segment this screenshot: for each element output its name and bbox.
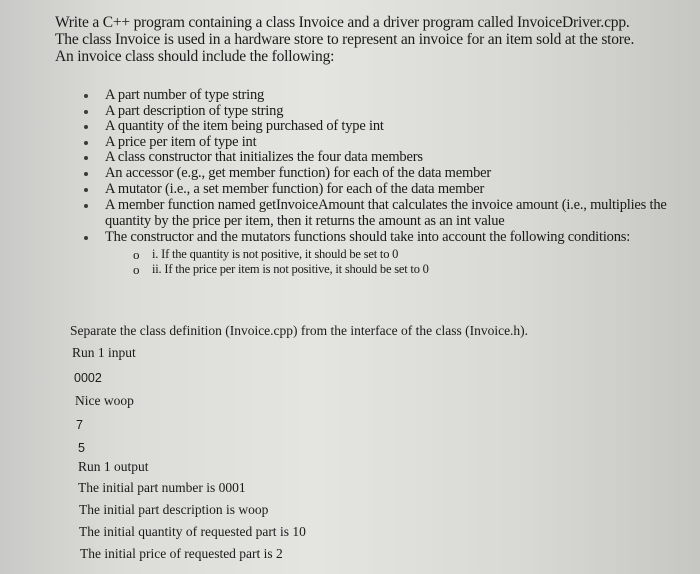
run1-output-line: The initial part number is 0001 — [78, 480, 246, 495]
run1-output-line: The initial quantity of requested part is 10 — [79, 524, 306, 539]
run1-output-line: The initial part description is woop — [79, 502, 269, 517]
assignment-intro — [55, 14, 685, 65]
requirement-item: A part description of type string — [84, 104, 684, 120]
conditions-list — [105, 247, 684, 277]
bullet-icon — [84, 110, 88, 114]
bullet-icon — [84, 125, 88, 129]
requirements-list — [84, 88, 684, 277]
run1-input-line: Nice woop — [75, 393, 134, 408]
requirement-item: A member function named getInvoiceAmount that calculates the invoice amount (i.e., multiplies the quantity by the price per item, then it returns the amount as an int value — [84, 198, 684, 229]
condition-item: o i. If the quantity is not positive, it should be set to 0 — [133, 246, 399, 262]
run1-output-line: The initial price of requested part is 2 — [80, 546, 283, 561]
intro-line: An invoice class should include the following: — [55, 48, 335, 65]
bullet-icon — [84, 94, 88, 98]
bullet-icon — [84, 236, 88, 240]
run1-input-line: 5 — [78, 441, 85, 455]
intro-line: Write a C++ program containing a class Invoice and a driver program called InvoiceDriver.cpp. — [55, 14, 630, 31]
run1-input-heading: Run 1 input — [72, 345, 136, 360]
run1-output-heading: Run 1 output — [78, 459, 149, 474]
bullet-icon — [84, 156, 88, 160]
bullet-icon — [84, 188, 88, 192]
intro-line: The class Invoice is used in a hardware store to represent an invoice for an item sold at the store. — [55, 31, 635, 48]
requirement-item: A mutator (i.e., a set member function) for each of the data member — [84, 182, 684, 198]
requirement-item: A part number of type string — [84, 88, 684, 104]
run1-input-line: 7 — [76, 418, 83, 432]
requirement-item: A price per item of type int — [84, 135, 684, 151]
requirement-item: A class constructor that initializes the four data members — [84, 150, 684, 166]
requirement-item: An accessor (e.g., get member function) for each of the data member — [84, 166, 684, 182]
requirement-item: The constructor and the mutators functions should take into account the following conditions: o i. If the quantity is not positive, it should be set to 0 o ii. If the price per item is not positive, it should be set to 0 — [84, 230, 684, 277]
requirement-item: A quantity of the item being purchased of type int — [84, 119, 684, 135]
circle-bullet-icon: o — [133, 246, 140, 262]
separate-note: Separate the class definition (Invoice.cpp) from the interface of the class (Invoice.h). — [70, 323, 529, 338]
bullet-icon — [84, 204, 88, 208]
bullet-icon — [84, 172, 88, 176]
circle-bullet-icon: o — [133, 261, 140, 277]
run1-input-line: 0002 — [74, 371, 102, 385]
condition-item: o ii. If the price per item is not positive, it should be set to 0 — [133, 261, 429, 277]
bullet-icon — [84, 141, 88, 145]
